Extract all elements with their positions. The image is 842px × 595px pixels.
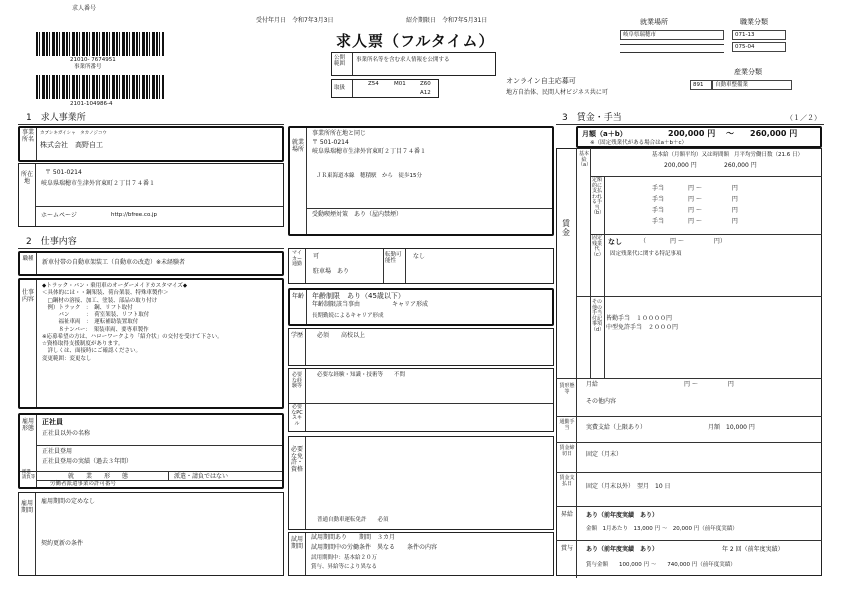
- dispatch-col1: 就 業 形 態: [68, 473, 129, 480]
- job-class-label: 職業分類: [740, 18, 768, 26]
- age-reason: キャリア形成: [392, 301, 429, 308]
- period-label: 雇用期間: [21, 500, 34, 514]
- office-number: 2101-104986-4: [70, 101, 113, 107]
- section1-heading: 1 求人事業所: [26, 113, 86, 123]
- experience-label: 必要な経験等: [291, 372, 302, 389]
- work-location-label: 就業場所: [640, 18, 668, 26]
- employment-type: 正社員: [42, 418, 63, 426]
- dispatch-license: 労働者派遣事業の許可番号: [50, 481, 117, 487]
- experience-value: 必要な経験・知識・技術等 不問: [317, 372, 406, 378]
- workplace-label: 就業場所: [292, 139, 305, 153]
- education-value: 必須 高校以上: [317, 332, 366, 339]
- base-pay-min: 200,000 円: [664, 162, 697, 169]
- dispatch-label: 派遣・請負等: [21, 470, 36, 480]
- handling-code-2: M01: [394, 81, 406, 87]
- wage-side-label: 賃金: [562, 219, 570, 237]
- job-number: 21010- 7674951: [70, 57, 116, 63]
- payday-value: 固定（月末以外） 翌月 10 日: [586, 483, 671, 490]
- company-name: 株式会社 高野自工: [40, 141, 103, 149]
- employment-box: [18, 413, 284, 489]
- page-title: 求人票（フルタイム）: [336, 32, 495, 50]
- access-info: ＪＲ東海道本線 穂積駅 から 徒歩15分: [316, 173, 422, 179]
- work-location-value: 岐阜県瑞穂市: [620, 30, 724, 40]
- disclosure-box: [331, 52, 496, 76]
- irregular-other: その他内容: [586, 398, 617, 405]
- payday-label: 賃金支払日: [559, 475, 575, 487]
- monthly-label: 月額（a＋b）: [582, 130, 627, 138]
- handling-code-4: A12: [420, 90, 431, 96]
- age-label: 年齢: [292, 293, 305, 300]
- allowance-row-2: 手当 円 〜 円: [652, 196, 738, 203]
- employment-label: 雇用形態: [22, 418, 35, 432]
- company-name-label: 事業所名: [22, 129, 35, 143]
- education-label: 学歴: [291, 332, 304, 339]
- other-allowance-label: その他の手当付記事項（d）: [591, 299, 605, 333]
- job-title-label: 職種: [22, 256, 34, 262]
- handling-label: 取扱: [334, 85, 346, 91]
- fixed-overtime-value: なし: [608, 238, 622, 246]
- base-pay-label: 基本給（a）: [578, 151, 592, 168]
- industry-name: 自動車整備業: [712, 80, 792, 90]
- handling-code-1: Z54: [368, 81, 379, 87]
- fixed-overtime-note: 固定残業代に関する特記事項: [610, 251, 682, 257]
- company-name-box: [18, 126, 284, 162]
- company-kana: カブシキガイシャ タカノジコウ: [40, 131, 107, 136]
- license-label: 必要な免許・資格: [291, 446, 304, 473]
- closing-day-value: 固定（月末）: [586, 451, 623, 458]
- dispatch-col2: 派遣・請負ではない: [174, 473, 229, 480]
- age-reason-label: 年齢制限該当事由: [312, 301, 361, 308]
- handling-code-3: Z60: [420, 81, 431, 87]
- reception-date: 受付年月日 令和7年3月3日: [256, 17, 334, 24]
- page-indicator: （１／２）: [786, 114, 821, 122]
- period-value: 雇用期間の定めなし: [41, 498, 96, 505]
- job-title-box: [18, 251, 284, 276]
- monthly-min: 200,000 円: [668, 129, 716, 138]
- homepage-link[interactable]: http://bfree.co.jp: [111, 212, 157, 218]
- raise-amount: 金額 1月あたり 13,000 円 〜 20,000 円（前年度実績）: [586, 526, 738, 532]
- renewal-label: 契約更新の条件: [41, 540, 84, 547]
- commute-allowance-max: 月額 10,000 円: [708, 424, 755, 431]
- period-box: [18, 492, 284, 576]
- trial-conditions: 試用期間中の労働条件 異なる 条件の内容: [311, 544, 438, 551]
- disclosure-label: 公開範囲: [334, 55, 346, 68]
- age-box: [288, 288, 554, 326]
- trial-wage: 試用期間中：基本給２０万: [311, 555, 378, 561]
- irregular-label: 賃形態等: [559, 383, 575, 395]
- allowance-row-4: 手当 円 〜 円: [652, 218, 738, 225]
- intro-deadline: 紹介期限日 令和7年5月31日: [406, 17, 488, 24]
- car-commute-value: 可: [313, 253, 320, 260]
- raise-value: あり（前年度実績 あり）: [586, 512, 659, 519]
- job-description-label: 仕事内容: [22, 289, 35, 303]
- address-box: [18, 163, 284, 227]
- section3-heading: 3 賃金・手当: [562, 113, 622, 123]
- bonus-amount: 賞与金額 100,000 円 〜 740,000 円（前年度実績）: [586, 562, 736, 568]
- job-class-2: 075-04: [732, 42, 786, 52]
- bonus-times: 年 2 回（前年度実績）: [722, 546, 784, 553]
- trial-other: 賞与、昇給等により異なる: [311, 564, 378, 570]
- handling-box: [331, 79, 439, 98]
- other-allowance-1: 皆勤手当 １００００円: [606, 315, 673, 322]
- address-label: 所在地: [21, 171, 34, 185]
- workplace-box: [288, 126, 554, 236]
- monthly-max: 260,000 円: [750, 129, 798, 138]
- bonus-label: 賞与: [560, 545, 573, 552]
- job-description-box: [18, 278, 284, 409]
- car-commute-label: マイカー通勤: [291, 250, 302, 267]
- section2-heading: 2 仕事内容: [26, 237, 77, 247]
- commute-allowance-value: 実費支給（上限あり）: [586, 424, 647, 431]
- fixed-overtime-range: （ 円 〜 円）: [640, 238, 726, 245]
- allowance-label: 定額的に支払われる手当（b）: [591, 177, 605, 216]
- parking: 駐車場 あり: [313, 268, 350, 275]
- allowance-row-3: 手当 円 〜 円: [652, 207, 738, 214]
- job-title: 新車付帯の自動車架装工（自動車の改造）※未経験者: [42, 259, 186, 266]
- employment-name: 正社員以外の名称: [42, 430, 91, 437]
- age-note: 長期勤続によるキャリア形成: [312, 313, 384, 319]
- online-application: オンライン自主応募可: [506, 77, 576, 85]
- industry-code: 891: [690, 80, 712, 90]
- workplace-address: 岐阜県瑞穂市生津外宮東町２丁目７４番１: [312, 148, 427, 155]
- industry-label: 産業分類: [734, 68, 762, 76]
- bonus-value: あり（前年度実績 あり）: [586, 546, 659, 553]
- trial-value: 試用期間あり 期間 ３カ月: [311, 534, 396, 541]
- monthly-tilde: 〜: [726, 129, 734, 138]
- workplace-postal: 〒 501-0214: [312, 139, 349, 146]
- transfer-label: 転勤可能性: [385, 252, 402, 265]
- job-number-barcode: [36, 32, 164, 56]
- address-text: 岐阜県瑞穂市生津外宮東町２丁目７４番１: [41, 180, 156, 187]
- fixed-overtime-label: 固定残業代（c）: [591, 235, 604, 258]
- experience-box: [288, 368, 554, 432]
- smoking-policy: 受動喫煙対策 あり（屋内禁煙）: [312, 211, 403, 218]
- address-postal: 〒 501-0214: [45, 169, 82, 176]
- commute-allowance-label: 通勤手当: [559, 419, 575, 431]
- base-pay-max: 260,000 円: [724, 162, 757, 169]
- job-class-1: 071-13: [732, 30, 786, 40]
- disclosure-value: 事業所名等を含む求人情報を公開する: [356, 57, 450, 63]
- irregular-monthly: 月給: [586, 381, 599, 388]
- office-number-barcode: [36, 75, 164, 99]
- homepage-label: ホームページ: [41, 212, 77, 219]
- transfer-value: なし: [413, 253, 426, 260]
- raise-label: 昇給: [560, 511, 573, 518]
- local-gov-note: 地方自治体、民間人材ビジネス共に可: [506, 89, 608, 96]
- trial-label: 試用期間: [291, 536, 304, 550]
- closing-day-label: 賃金締切日: [559, 445, 575, 457]
- pc-skill-label: 必要なPCスキル: [291, 404, 303, 427]
- base-pay-header: 基本給（月額平均）又は時間額: [652, 152, 730, 158]
- age-limit: 年齢制限 あり（45歳以下）: [312, 292, 405, 300]
- license-value: 普通自動車運転免許 必須: [317, 517, 389, 523]
- monthly-wage-box: [576, 126, 822, 148]
- office-number-label: 事業所番号: [74, 64, 102, 70]
- trial-box: [288, 532, 554, 576]
- promotion-label: 正社員登用: [42, 448, 73, 455]
- other-allowance-2: 中型免許手当 ２０００円: [606, 324, 679, 331]
- promotion-value: 正社員登用の実績（過去３年間）: [42, 458, 133, 465]
- job-description: ◆トラック・バン・乗用車のオーダーメイドカスタマイズ◆ ＜具体的には・・鋼架装、荷台架装、特殊車製作＞ □鋼材の溶接、加工、塗装、部品の取り付け 例）トラック ： 鋼、リフト取付 バン ： 荷室架装、リフト取付 福祉車両 ： 運転補助装置取付 ８ナンバー： 架装車両、要専車製作 ※応募希望の方は、ハローワークより「紹介状」の交付を受けて下さい。 ☆資格取得支援制度があります。 詳しくは、面接時にご確認ください。 変更範囲：変更なし: [42, 283, 223, 362]
- irregular-range: 円 〜 円: [684, 381, 734, 388]
- workplace-same: 事業所所在地と同じ: [312, 130, 367, 137]
- monthly-note: ※（固定残業代がある場合はa＋b＋c）: [590, 140, 687, 146]
- commute-box: [288, 248, 554, 284]
- job-number-label: 求人番号: [72, 5, 97, 12]
- license-box: [288, 436, 554, 530]
- allowance-row-1: 手当 円 〜 円: [652, 185, 738, 192]
- education-box: [288, 328, 554, 366]
- base-pay-days: 月平均労働日数（21.6 日）: [734, 152, 803, 158]
